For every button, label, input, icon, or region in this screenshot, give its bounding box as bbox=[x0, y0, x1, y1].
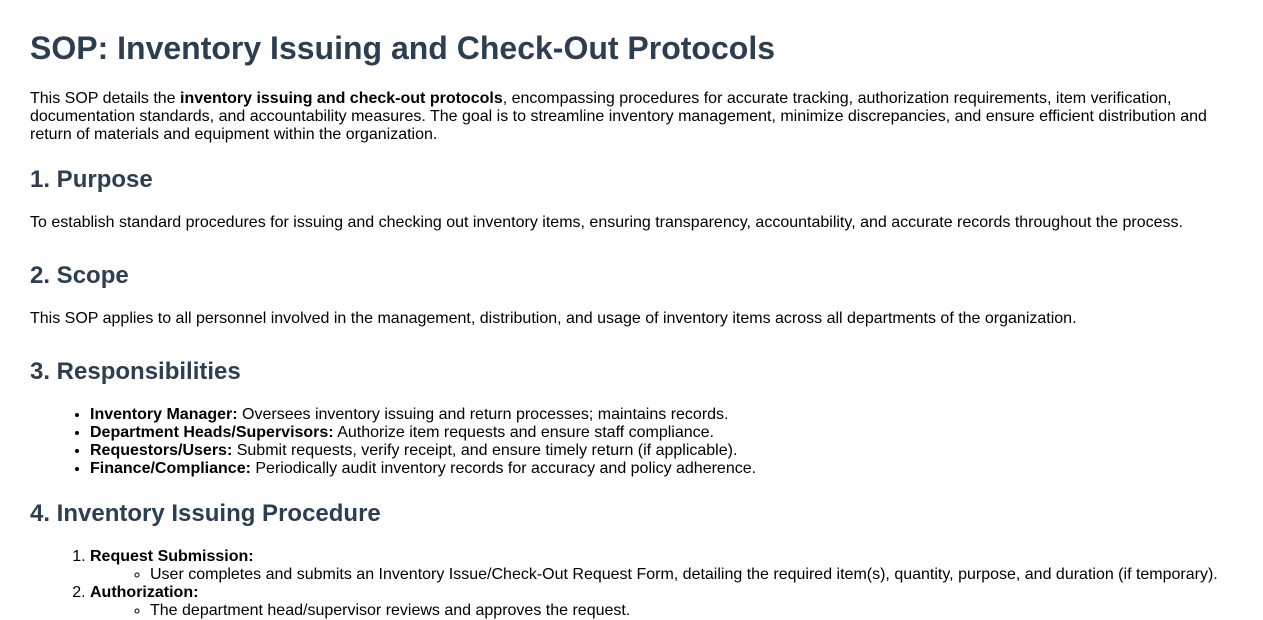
page-title: SOP: Inventory Issuing and Check-Out Protocols bbox=[30, 30, 775, 66]
intro-suffix: , encompassing procedures for accurate tracking, authorization requirements, item verification, documentation standards, and accountability measures. The goal is to streamline inventory management, minimize discrepancies, and ensure efficient distribution and return of materials and equipment within the organization. bbox=[30, 90, 1207, 143]
list-item bbox=[90, 460, 1233, 478]
role-label: Finance/Compliance: bbox=[90, 460, 251, 477]
step-details bbox=[90, 566, 1233, 584]
role-label: Requestors/Users: bbox=[90, 442, 233, 459]
procedure-list bbox=[30, 548, 1233, 620]
procedure-heading: 4. Inventory Issuing Procedure bbox=[30, 500, 381, 527]
list-item bbox=[90, 442, 1233, 460]
scope-text: This SOP applies to all personnel involved in the management, distribution, and usage of inventory items across all departments of the organization. bbox=[30, 310, 1077, 327]
step-detail: ◦ The department head/supervisor reviews and approves the request. bbox=[150, 602, 1233, 620]
step-details bbox=[90, 602, 1233, 620]
role-label: Department Heads/Supervisors: bbox=[90, 424, 334, 441]
role-label: Inventory Manager: bbox=[90, 406, 238, 423]
step-title: Authorization: bbox=[90, 584, 199, 601]
intro-prefix: This SOP details the bbox=[30, 90, 180, 107]
role-description: Oversees inventory issuing and return processes; maintains records. bbox=[237, 406, 729, 423]
step-title: Request Submission: bbox=[90, 548, 254, 565]
role-description: Periodically audit inventory records for accuracy and policy adherence. bbox=[250, 460, 757, 477]
list-item bbox=[90, 424, 1233, 442]
purpose-text: To establish standard procedures for issuing and checking out inventory items, ensuring transparency, accountability, and accurate records throughout the process. bbox=[30, 214, 1183, 231]
procedure-step bbox=[90, 584, 1233, 620]
responsibilities-heading: 3. Responsibilities bbox=[30, 358, 241, 385]
role-description: Submit requests, verify receipt, and ensure timely return (if applicable). bbox=[232, 442, 738, 459]
role-description: Authorize item requests and ensure staff compliance. bbox=[333, 424, 714, 441]
list-item bbox=[90, 406, 1233, 424]
scope-heading: 2. Scope bbox=[30, 262, 129, 289]
purpose-heading: 1. Purpose bbox=[30, 166, 153, 193]
intro-paragraph bbox=[30, 90, 1233, 144]
step-detail: ◦ User completes and submits an Inventory Issue/Check-Out Request Form, detailing the required item(s), quantity, purpose, and duration (if temporary). bbox=[150, 566, 1233, 584]
intro-bold: inventory issuing and check-out protocols bbox=[180, 90, 503, 107]
procedure-step bbox=[90, 548, 1233, 584]
responsibilities-list bbox=[30, 406, 1233, 478]
